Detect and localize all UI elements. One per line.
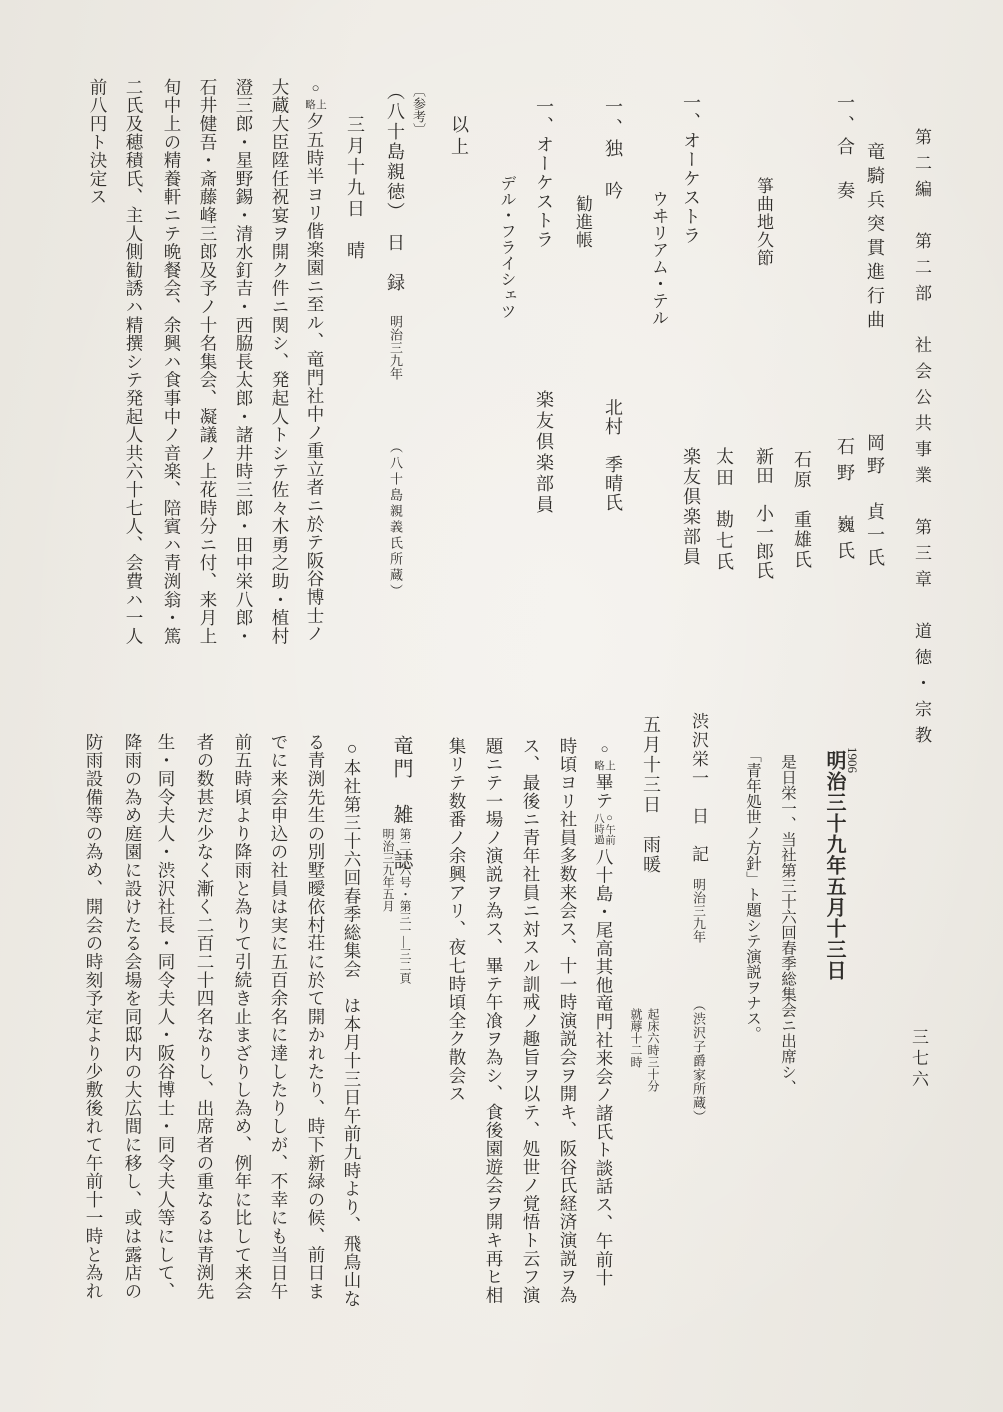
diary-text-line: 石井健吾・斎藤峰三郎及予ノ十名集会、凝議ノ上花時分ニ付、来月上 <box>198 78 218 646</box>
magazine-text-line: 生・同令夫人・渋沢社長・同令夫人・阪谷博士・同令夫人等にして、 <box>156 733 176 1301</box>
diary-text-line: ○ 上 略 畢テ ○午前 八時過 八十島・尾高其他竜門社来会ノ諸氏ト談話ス、午前十 <box>593 741 615 1288</box>
performer-name: 楽友倶楽部員 <box>681 447 701 567</box>
omission-note: 上 略 <box>304 98 326 110</box>
diary-date-line: 五月十三日 雨暖 <box>641 715 661 875</box>
performer-name: 石野 巍氏 <box>835 437 855 567</box>
piece-name: デル・フライシェツ <box>498 175 515 319</box>
performer-name: 新田 小一郎氏 <box>754 447 774 580</box>
magazine-text-line: 防雨設備等の為め、開会の時刻予定より少敷後れて午前十一時と為れ <box>84 733 104 1301</box>
diary-margin-note <box>628 1008 660 1092</box>
reference-label: 〔参考〕 <box>411 84 426 136</box>
magazine-text-line: ○本社第三十六回春季総集会 は本月十三日午前九時より、飛鳥山な <box>342 738 362 1308</box>
performer-name: 岡野 貞一氏 <box>865 433 885 571</box>
diary-text-line: 題ニテ一場ノ演説ヲ為ス、畢テ午飡ヲ為シ、食後園遊会ヲ開キ再ヒ相 <box>484 737 504 1305</box>
issue-pages: 第二一六号・第三一―三二頁 <box>398 828 412 984</box>
source-owner: （渋沢子爵家所蔵） <box>691 998 706 1124</box>
performer-name: 北村 季晴氏 <box>603 398 623 512</box>
omission-mark: ○ <box>308 80 323 96</box>
program-item-title: 竜騎兵突貫進行曲 <box>865 142 885 334</box>
source-year: 明治三九年 <box>691 878 706 943</box>
magazine-text-line: 前五時頃より降雨と為りて引続き止まざりし為め、例年に比して来会 <box>233 733 253 1301</box>
diary-source-column <box>687 712 710 1124</box>
program-closing: 以上 <box>449 115 469 159</box>
page-number: 三七六 <box>909 1028 928 1091</box>
magazine-text-line: 者の数甚だ少なく漸く二百二十四名なりし、出席者の重なるは青渕先 <box>195 733 215 1301</box>
source-title: （八十島親徳） 日 録 <box>385 82 405 293</box>
program-item-title: 一、独 吟 <box>603 97 623 202</box>
magazine-issue-note <box>380 828 412 984</box>
performer-name: 石原 重雄氏 <box>792 450 812 570</box>
performer-name: 太田 勘七氏 <box>714 447 734 573</box>
entry-date-heading: 明治三十九年五月十三日 <box>823 750 845 981</box>
piece-name: ウヰリアム・テル <box>649 190 668 326</box>
piece-name: 勧進帳 <box>573 195 592 249</box>
diary-text-line: 二氏及穂積氏、主人側勧誘ハ精撰シテ発起人共六十七人、会費ハ一人 <box>124 78 144 646</box>
margin-note-bed: 就蓐十二時 <box>629 1008 643 1068</box>
diary-text-line: 大蔵大臣陞任祝宴ヲ開ク件ニ関シ、発起人トシテ佐々木勇之助・植村 <box>270 78 290 646</box>
issue-date: 明治三九年五月 <box>381 828 395 912</box>
margin-note-rise: 起床六時三十分 <box>646 1008 660 1092</box>
diary-text-line: ス、最後ニ青年社員ニ対スル訓戒ノ趣旨ヲ以テ、処世ノ覚悟ト云フ演 <box>521 737 541 1305</box>
magazine-text-line: でに来会申込の社員は実に五百余名に達したりしが、不幸にも当日午 <box>269 733 289 1301</box>
source-owner: （八十島親義氏所蔵） <box>388 440 403 600</box>
magazine-title: 竜門 雑 誌 <box>390 735 412 873</box>
source-year: 明治三九年 <box>388 315 403 380</box>
diary-text-line: 集リテ数番ノ余興アリ、夜七時頃全ク散会ス <box>447 737 467 1103</box>
magazine-text-line: 降雨の為め庭園に設けたる会場を同邸内の大広間に移し、或は露店の <box>123 733 143 1301</box>
omission-note: 上 略 <box>593 759 615 771</box>
diary-text-line: ○ 上 略 夕五時半ヨリ偕楽園ニ至ル、竜門社中ノ重立者ニ於テ阪谷博士ノ <box>304 80 326 644</box>
program-item-title: 一、オーケストラ <box>534 97 554 249</box>
magazine-text-line: る青渕先生の別墅曖依村荘に於て開かれたり、時下新緑の候、前日ま <box>306 733 326 1301</box>
running-head: 第二編 第二部 社会公共事業 第三章 道徳・宗教 <box>912 128 931 752</box>
source-title: 渋沢栄一 日 記 <box>689 712 708 864</box>
omission-mark: ○ <box>597 741 612 757</box>
performer-name: 楽友倶楽部員 <box>534 390 554 516</box>
entry-intro-line: 「青年処世ノ方針」ト題シテ演説ヲナス。 <box>744 747 761 1042</box>
program-item-title: 一、オーケストラ <box>681 93 701 245</box>
program-item-title: 一、合 奏 <box>835 93 855 203</box>
entry-intro-line: 是日栄一、当社第三十六回春季総集会ニ出席シ、 <box>779 754 796 1095</box>
reference-source-column <box>383 82 407 600</box>
time-note: ○午前 八時過 <box>593 812 615 845</box>
diary-text-line: 前八円ト決定ス <box>88 78 108 207</box>
piece-name: 箏曲地久節 <box>754 177 773 267</box>
diary-text-line: 澄三郎・星野錫・清水釘吉・西脇長太郎・諸井時三郎・田中栄八郎・ <box>234 78 254 646</box>
diary-text-line: 旬中上の精養軒ニテ晩餐会、余興ハ食事中ノ音楽、陪賓ハ青渕翁・篤 <box>162 78 182 646</box>
diary-date-line: 三月十九日 晴 <box>345 115 365 262</box>
diary-text-line: 時頃ヨリ社員多数来会ス、十一時演説会ヲ開キ、阪谷氏経済演説ヲ為 <box>558 737 578 1305</box>
western-year-label: 1906 <box>845 747 860 773</box>
